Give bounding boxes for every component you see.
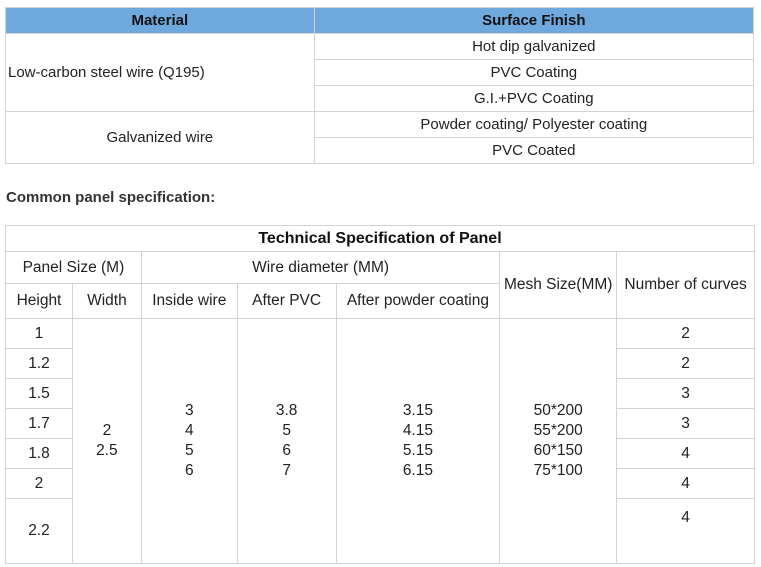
table-row: [6, 112, 754, 138]
finish-cell: Hot dip galvanized: [314, 34, 753, 60]
curves-cell: 4: [617, 469, 755, 499]
after-powder-value: 6.15: [402, 462, 433, 479]
inside-wire-value: 6: [184, 462, 194, 479]
panel-size-header: Panel Size (M): [6, 252, 142, 284]
height-cell: 1: [6, 319, 73, 349]
inside-wire-header: Inside wire: [141, 284, 237, 319]
curves-cell: 3: [617, 379, 755, 409]
after-pvc-value: 7: [282, 462, 291, 479]
height-cell: 1.2: [6, 349, 73, 379]
spec-title-row: [6, 226, 755, 252]
inside-wire-value: 5: [184, 442, 194, 459]
after-pvc-value: 6: [282, 442, 291, 459]
mesh-size-value: 55*200: [533, 422, 583, 439]
curves-cell: 2: [617, 319, 755, 349]
height-cell: 1.8: [6, 439, 73, 469]
height-cell: 1.7: [6, 409, 73, 439]
after-powder-header: After powder coating: [336, 284, 500, 319]
table-row: [6, 34, 754, 60]
inside-wire-value: 4: [184, 422, 194, 439]
finish-cell: PVC Coating: [314, 60, 753, 86]
mesh-size-value: 50*200: [533, 402, 583, 419]
height-cell: 1.5: [6, 379, 73, 409]
mesh-size-header: Mesh Size(MM): [500, 252, 617, 319]
curves-cell: 3: [617, 409, 755, 439]
spec-header-row: [6, 252, 755, 284]
after-pvc-value: 3.8: [275, 402, 298, 419]
mesh-size-values-cell: [500, 319, 617, 564]
material-finish-table: [5, 7, 754, 164]
width-header: Width: [72, 284, 141, 319]
after-powder-value: 5.15: [402, 442, 433, 459]
width-value: 2.5: [96, 442, 118, 459]
material-cell: Galvanized wire: [6, 112, 315, 164]
width-values-cell: [72, 319, 141, 564]
height-cell: 2.2: [6, 499, 73, 564]
finish-cell: G.I.+PVC Coating: [314, 86, 753, 112]
after-pvc-value: 5: [282, 422, 291, 439]
curves-cell: 2: [617, 349, 755, 379]
inside-wire-value: 3: [184, 402, 194, 419]
technical-spec-table: [5, 225, 755, 564]
number-of-curves-header: Number of curves: [617, 252, 755, 319]
inside-wire-values-cell: [141, 319, 237, 564]
mesh-size-value: 75*100: [533, 462, 583, 479]
after-pvc-values-cell: [237, 319, 336, 564]
after-powder-value: 3.15: [402, 402, 433, 419]
curves-cell: 4: [617, 439, 755, 469]
wire-diameter-header: Wire diameter (MM): [141, 252, 499, 284]
mesh-size-value: 60*150: [533, 442, 583, 459]
after-powder-value: 4.15: [402, 422, 433, 439]
height-cell: 2: [6, 469, 73, 499]
table-row: [6, 319, 755, 349]
material-table-header-row: [6, 8, 754, 34]
width-value: 2: [102, 422, 112, 439]
section-heading: Common panel specification:: [6, 189, 216, 206]
spec-table-title: Technical Specification of Panel: [6, 226, 755, 252]
height-header: Height: [6, 284, 73, 319]
finish-cell: Powder coating/ Polyester coating: [314, 112, 753, 138]
curves-cell: 4: [617, 499, 755, 564]
after-powder-values-cell: [336, 319, 500, 564]
surface-finish-header: Surface Finish: [314, 8, 753, 34]
material-cell: Low-carbon steel wire (Q195): [6, 34, 315, 112]
after-pvc-header: After PVC: [237, 284, 336, 319]
material-header: Material: [6, 8, 315, 34]
finish-cell: PVC Coated: [314, 138, 753, 164]
